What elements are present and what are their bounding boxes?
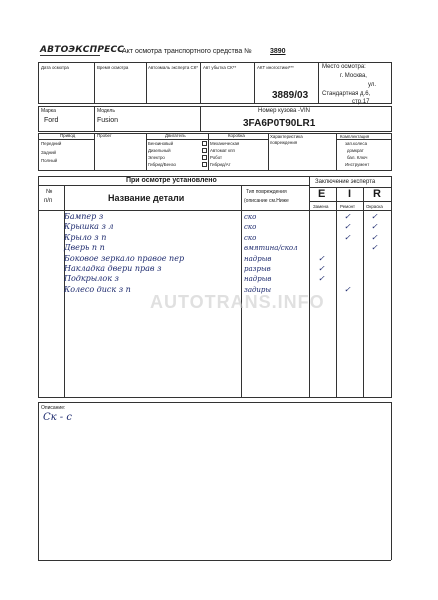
engine-petrol: Бензиновый [148, 141, 174, 146]
kit-wheel-wrench: бал. Ключ [347, 155, 368, 160]
make-value: Ford [44, 117, 59, 124]
row-damage-type: ско [244, 213, 257, 221]
row-damage-type: ско [244, 233, 257, 242]
col-i-letter: I [348, 188, 352, 200]
row-check-r-icon: ✓ [371, 212, 378, 221]
kit-jack: домкрат [347, 148, 364, 153]
row-damage-type: надрыв [244, 275, 272, 284]
drive-rear: Задний [41, 150, 56, 155]
row-check-e-icon: ✓ [318, 274, 325, 284]
col-damage-header-2: (описание см.Ниже [244, 198, 289, 204]
inspection-time-label: Время осмотра [97, 65, 129, 70]
engine-electric: Электро [148, 155, 165, 160]
engine-checkbox-3 [202, 155, 207, 160]
kit-header: Комплектация [340, 134, 370, 139]
row-damage-type: задиры [244, 285, 272, 294]
row-check-e-icon: ✓ [318, 253, 325, 263]
established-header: При осмотре установлено [126, 177, 217, 184]
gearbox-manual: Механическая [210, 141, 240, 146]
vin-value: 3FA6P0T90LR1 [243, 118, 316, 129]
row-part-name: Крыло з п [64, 232, 107, 242]
inspection-place-line-1: г. Москва, [340, 73, 367, 79]
company-logo-text: АВТОЭКСПРЕСС [40, 45, 125, 55]
col-part-header: Название детали [108, 193, 185, 203]
engine-checkbox-2 [202, 148, 207, 153]
row-check-i-icon: ✓ [344, 222, 351, 232]
conclusion-header: Заключение эксперта [315, 179, 376, 185]
watermark [150, 292, 325, 313]
col-number-header-1: № [46, 189, 53, 195]
expert-auto-label: Автоэмаль эксперта СК* [148, 65, 198, 70]
row-part-name: Колесо диск з п [64, 284, 131, 294]
kit-spare-wheel: зап.колеса [345, 141, 368, 146]
col-e-label: Замена [313, 204, 329, 209]
model-label: Модель [97, 108, 115, 114]
act-number: 3890 [270, 48, 286, 55]
kit-tools: Инструмент [345, 162, 370, 167]
engine-hybrid: Гибрид/Бензо [148, 162, 176, 167]
row-part-name: Подкрылок з [64, 274, 119, 284]
loss-auto-label: Авт убытка СК** [203, 65, 237, 70]
drive-front: Передний [41, 141, 62, 146]
engine-diesel: Дизельный [148, 148, 171, 153]
row-check-e-icon: ✓ [318, 264, 325, 273]
engine-checkbox-1 [202, 141, 207, 146]
row-part-name: Крышка з л [64, 222, 114, 232]
description-text: Ск - с [43, 412, 72, 423]
inspection-place-label: Место осмотра: [322, 64, 366, 70]
drive-header: Привод [60, 133, 76, 138]
model-value: Fusion [97, 117, 119, 124]
engine-header: Двигатель [165, 133, 186, 138]
row-part-name: Бампер з [64, 212, 104, 221]
logo-underline [40, 55, 100, 56]
watermark-text: AUTOTRANS.INFO [150, 292, 325, 312]
company-logo [40, 45, 124, 55]
mileage-label: Пробег [97, 133, 112, 138]
col-number-header-2: п/п [44, 198, 53, 204]
drive-all: Полный [41, 158, 58, 163]
reference-number: 3889/03 [272, 90, 309, 101]
row-damage-type: надрыв [244, 254, 272, 263]
row-damage-type: разрыв [244, 265, 271, 273]
engine-checkbox-4 [202, 162, 207, 167]
gearbox-robot: Робот [210, 155, 223, 160]
row-check-r-icon: ✓ [371, 243, 378, 253]
col-e-letter: E [318, 188, 326, 200]
inspection-date-label: Дата осмотра [41, 65, 69, 70]
gearbox-hybrid: Гибрид/Ат [210, 162, 231, 167]
inspection-place-line-3: Стандартная д.6, [322, 91, 371, 97]
row-check-i-icon: ✓ [344, 212, 351, 221]
col-damage-header-1: Тип повреждения [246, 189, 287, 195]
document-title: Акт осмотра транспортного средства № [122, 48, 252, 55]
row-check-r-icon: ✓ [371, 232, 378, 242]
row-damage-type: ско [244, 223, 257, 232]
row-check-i-icon: ✓ [344, 232, 351, 242]
col-i-label: Ремонт [340, 204, 356, 209]
col-r-label: Окраска [366, 204, 383, 209]
row-damage-type: вмятина/скол [244, 244, 298, 253]
body-number-label: Номер кузова -VIN [258, 108, 310, 114]
col-r-letter: R [373, 188, 381, 200]
inspection-place-line-4: стр.17 [352, 99, 370, 105]
gearbox-header: Коробка [228, 133, 245, 138]
inspection-place-line-2: ул. [368, 82, 377, 88]
row-check-r-icon: ✓ [371, 222, 378, 232]
make-label: Марка [41, 108, 56, 114]
damage-characteristic-header-2: повреждения [270, 140, 298, 145]
gearbox-auto: Автомат кпп [210, 148, 235, 153]
row-part-name: Дверь п п [64, 243, 105, 253]
row-check-i-icon: ✓ [344, 284, 351, 294]
row-part-name: Боковое зеркало правое пер [64, 253, 185, 263]
foreign-auto-label: АКТ иногостики*** [257, 65, 294, 70]
description-label: Описание: [41, 405, 66, 411]
row-part-name: Накладка двери прав з [64, 264, 162, 273]
damage-characteristic-header-1: Характеристика [270, 134, 303, 139]
